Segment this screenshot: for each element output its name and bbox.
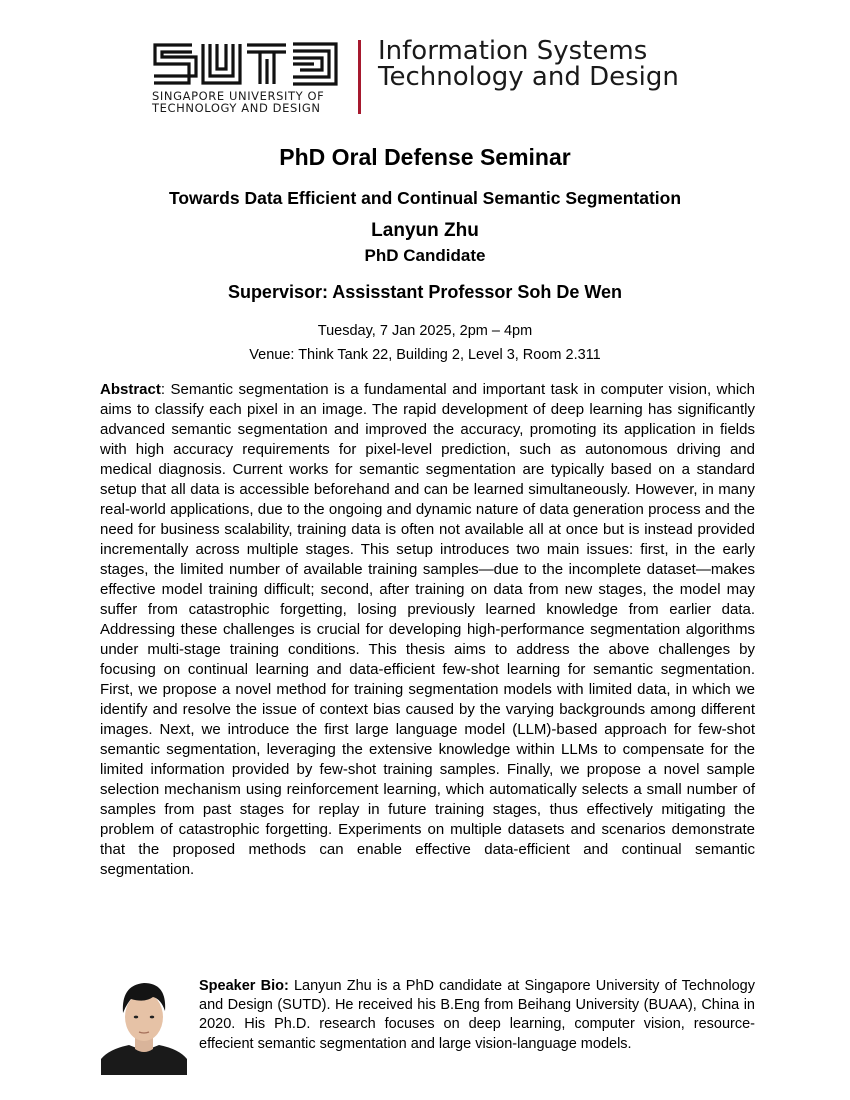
speaker-portrait [101,977,187,1075]
sutd-logo-icon [152,42,342,86]
abstract-paragraph [100,380,755,880]
university-name [152,90,324,114]
bio-text: Lanyun Zhu is a PhD candidate at Singapore University of Technology and Design (SUTD). He received his B.Eng from Beihang University (BUAA), China in 2020. His Ph.D. research focuses on deep learning, computer vision, resource-effecient semantic segmentation and large vision-language models. [199,978,755,1052]
university-name-line1: SINGAPORE UNIVERSITY OF [152,89,325,103]
seminar-venue: Venue: Think Tank 22, Building 2, Level 3, Room 2.311 [249,347,601,363]
header-divider [358,40,361,114]
speaker-bio [199,977,755,1054]
seminar-title: PhD Oral Defense Seminar [279,144,571,170]
abstract-label: Abstract [100,381,161,398]
bio-label: Speaker Bio: [199,978,289,994]
header [152,38,712,118]
abstract-text: : Semantic segmentation is a fundamental and important task in computer vision, which aims to classify each pixel in an image. The rapid development of deep learning has significantly advanced semantic segmentation and improved the accuracy, promoting its application in fields with high accuracy requirements for pixel-level prediction, such as autonomous driving and medical diagnosis. Current works for semantic segmentation are typically based on a standard setup that all data is accessible beforehand and can be learned simultaneously. However, in many real-world applications, due to the ongoing and dynamic nature of data generation process and the need for business scalability, training data is often not available all at once but is instead provided incrementally across multiple stages. This setup introduces two main issues: first, in the early stages, the limited number of available training samples—due to the incomplete dataset—makes effective model training difficult; second, after training on data from new stages, the model may suffer from catastrophic forgetting, losing previously learned knowledge from earlier data. Addressing these challenges is crucial for developing high-performance segmentation algorithms under multi-stage training conditions. This thesis aims to address the above challenges by focusing on continual learning and data-efficient few-shot learning for semantic segmentation. First, we propose a novel method for training segmentation models with limited data, in which we identify and resolve the issue of context bias caused by the varying backgrounds among different images. Next, we introduce the first large language model (LLM)-based approach for few-shot semantic segmentation, leveraging the extensive knowledge within LLMs to compensate for the limited information provided by few-shot training samples. Finally, we propose a novel sample selection mechanism using reinforcement learning, which automatically selects a small number of samples from past stages for replay in future training stages, thus effectively mitigating the problem of catastrophic forgetting. Experiments on multiple datasets and scenarios demonstrate that the proposed methods can enable effective data-efficient and continual semantic segmentation. [100,381,755,878]
seminar-datetime: Tuesday, 7 Jan 2025, 2pm – 4pm [317,323,533,339]
university-name-line2: TECHNOLOGY AND DESIGN [152,101,321,115]
speaker-role: PhD Candidate [364,246,486,265]
thesis-title: Towards Data Efficient and Continual Semantic Segmentation [168,188,682,208]
pillar-name-line2: Technology and Design [378,62,679,92]
speaker-name: Lanyun Zhu [371,220,479,241]
supervisor: Supervisor: Assisstant Professor Soh De Wen [227,282,623,302]
pillar-name-line1: Information Systems [378,36,648,66]
pillar-name [378,38,679,90]
